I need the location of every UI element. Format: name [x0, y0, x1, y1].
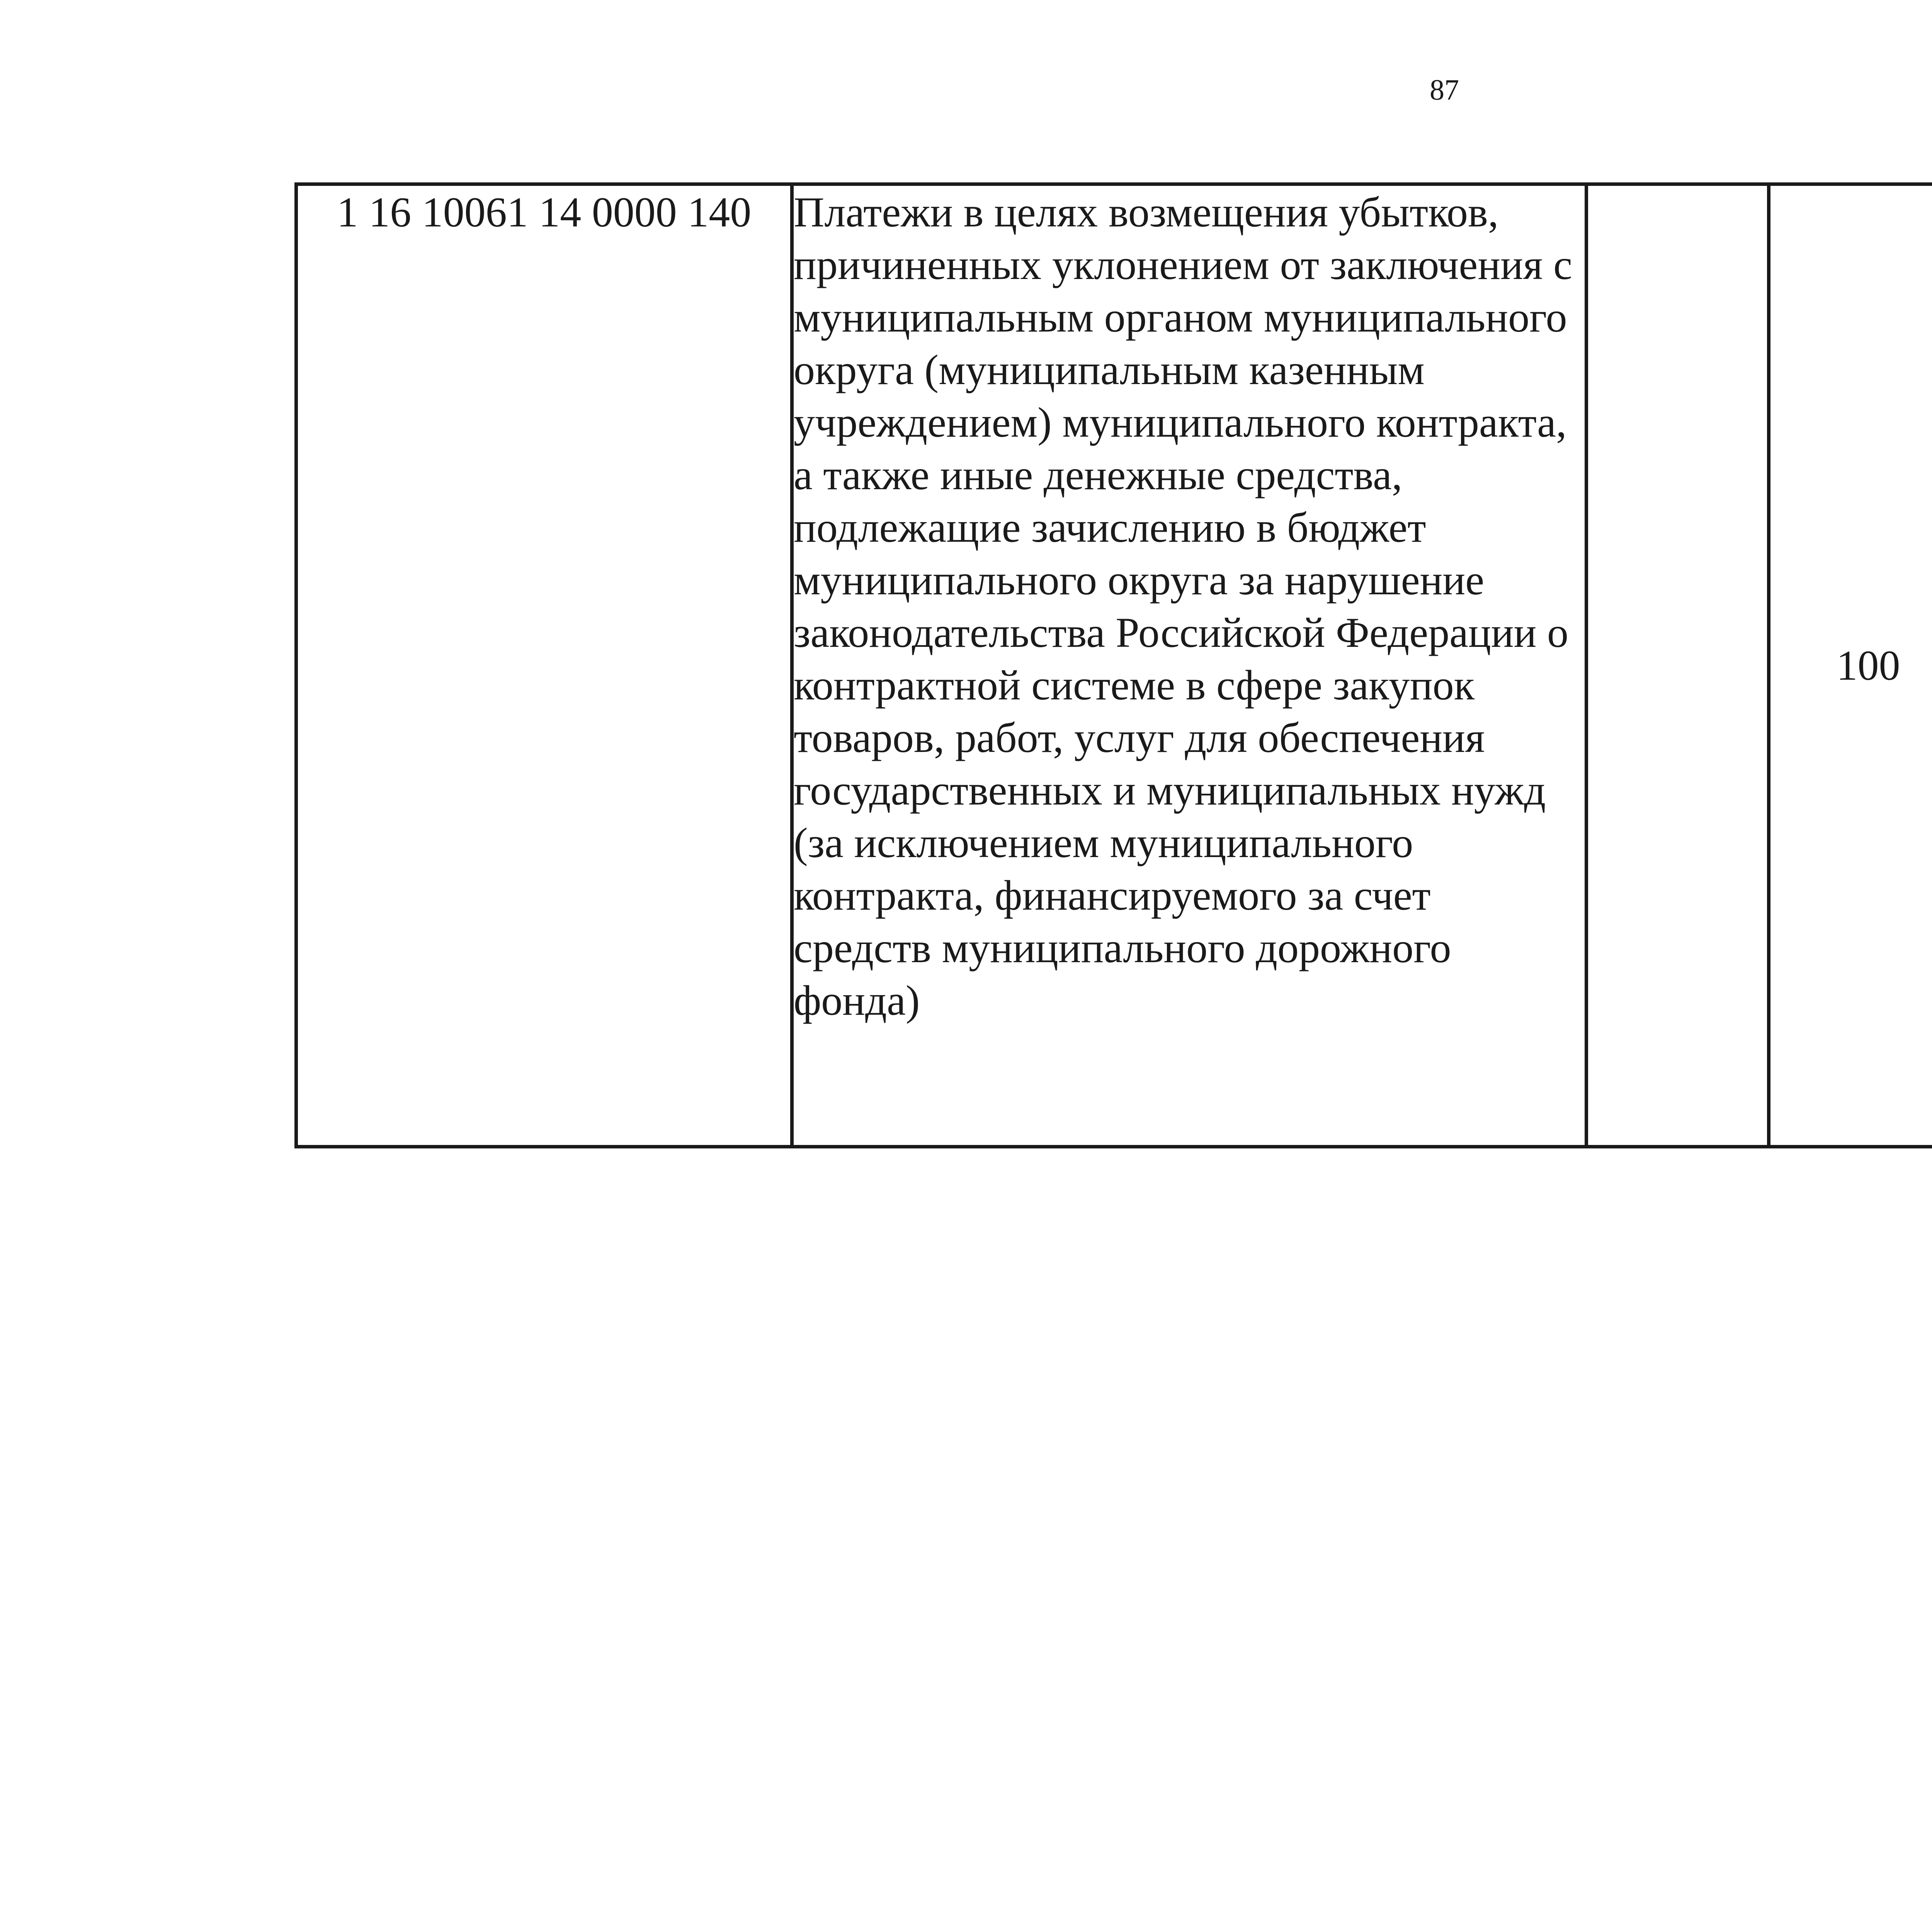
budget-table	[294, 182, 1932, 1148]
cell-empty	[1587, 184, 1769, 1147]
name-line: округа (муниципальным казенным	[794, 346, 1425, 393]
name-line: муниципальным органом муниципального	[794, 294, 1567, 341]
name-line: фонда)	[794, 977, 920, 1024]
name-line: Платежи в целях возмещения убытков,	[794, 189, 1499, 236]
cell-name	[792, 184, 1587, 1147]
name-line: муниципального округа за нарушение	[794, 556, 1485, 604]
page-number: 87	[1430, 74, 1459, 106]
cell-code: 1 16 10061 14 0000 140	[296, 184, 792, 1147]
cell-value: 100	[1769, 184, 1932, 1147]
table-row	[296, 184, 1932, 1147]
name-line: контракта, финансируемого за счет	[794, 872, 1431, 919]
name-line: причиненных уклонением от заключения с	[794, 241, 1572, 288]
name-line: подлежащие зачислению в бюджет	[794, 504, 1426, 551]
name-line: а также иные денежные средства,	[794, 451, 1403, 498]
name-line: контрактной системе в сфере закупок	[794, 662, 1475, 709]
name-line: товаров, работ, услуг для обеспечения	[794, 714, 1485, 761]
name-line: (за исключением муниципального	[794, 819, 1413, 866]
name-line: законодательства Российской Федерации о	[794, 609, 1569, 656]
name-line: государственных и муниципальных нужд	[794, 767, 1546, 814]
name-line: средств муниципального дорожного	[794, 924, 1451, 971]
name-line: учреждением) муниципального контракта,	[794, 399, 1567, 446]
